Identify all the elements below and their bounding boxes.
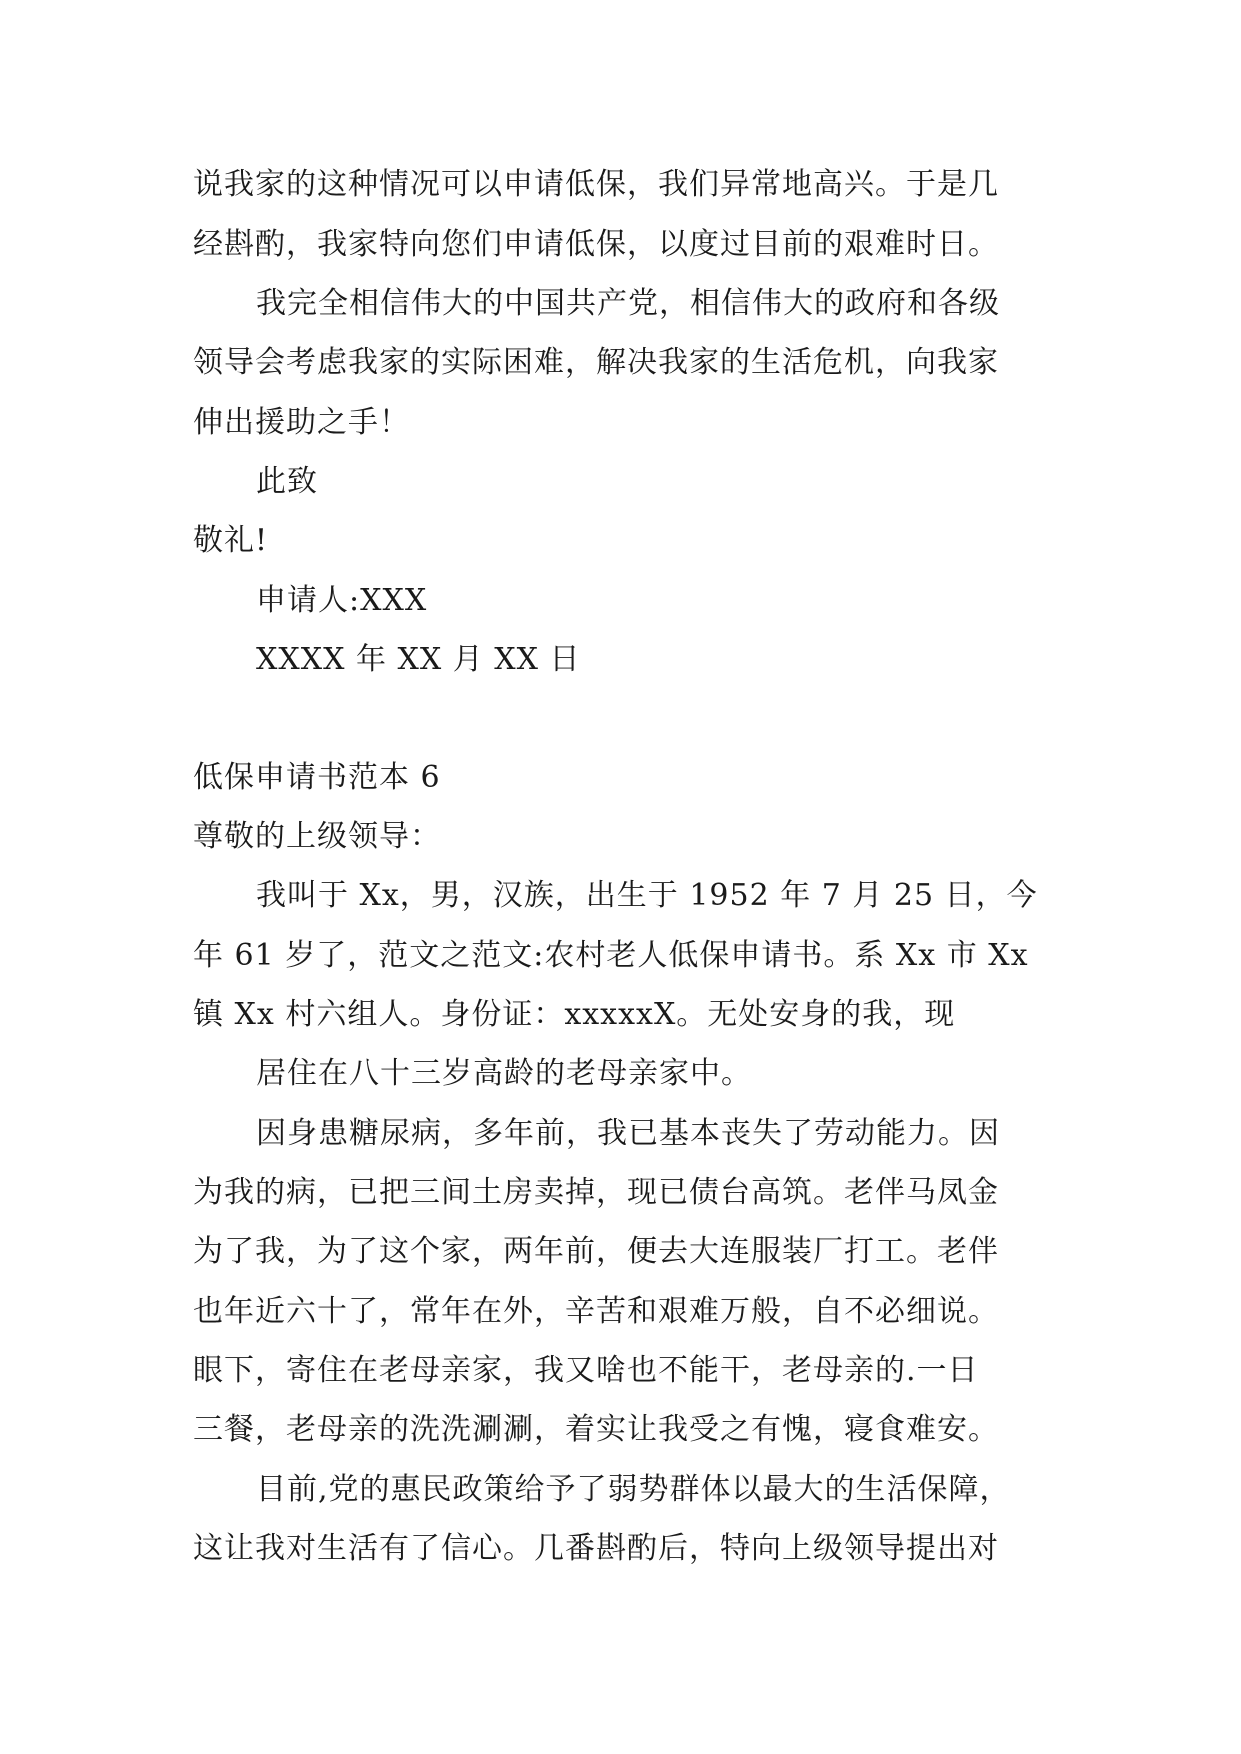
paragraph-line: 我完全相信伟大的中国共产党，相信伟大的政府和各级 <box>256 286 1000 321</box>
greeting: 尊敬的上级领导： <box>193 819 441 854</box>
paragraph-line: 这让我对生活有了信心。几番斟酌后，特向上级领导提出对 <box>193 1531 999 1566</box>
paragraph-line: 为了我，为了这个家，两年前，便去大连服装厂打工。老伴 <box>193 1234 999 1269</box>
paragraph-line: 三餐，老母亲的洗洗涮涮，着实让我受之有愧，寝食难安。 <box>193 1412 999 1447</box>
paragraph-line: 镇 Xx 村六组人。身份证：xxxxxX。无处安身的我，现 <box>193 997 956 1032</box>
paragraph-line: 领导会考虑我家的实际困难，解决我家的生活危机，向我家 <box>193 345 999 380</box>
paragraph-line: 眼下，寄住在老母亲家，我又啥也不能干，老母亲的.一日 <box>193 1353 979 1388</box>
paragraph-line: 居住在八十三岁高龄的老母亲家中。 <box>256 1056 752 1091</box>
paragraph-line: 也年近六十了，常年在外，辛苦和艰难万般，自不必细说。 <box>193 1294 999 1329</box>
paragraph-line: 我叫于 Xx，男，汉族，出生于 1952 年 7 月 25 日，今 <box>256 878 1038 913</box>
date-line: XXXX 年 XX 月 XX 日 <box>256 642 581 677</box>
salutation: 敬礼! <box>193 523 269 558</box>
paragraph-line: 伸出援助之手！ <box>193 405 410 440</box>
applicant-signature: 申请人:XXX <box>256 583 428 618</box>
paragraph-line: 说我家的这种情况可以申请低保，我们异常地高兴。于是几 <box>193 167 999 202</box>
closing-phrase: 此致 <box>256 464 318 499</box>
paragraph-line: 目前,党的惠民政策给予了弱势群体以最大的生活保障， <box>256 1472 1011 1507</box>
paragraph-line: 经斟酌，我家特向您们申请低保，以度过目前的艰难时日。 <box>193 227 999 262</box>
paragraph-line: 为我的病，已把三间土房卖掉，现已债台高筑。老伴马凤金 <box>193 1175 999 1210</box>
section-title: 低保申请书范本 6 <box>193 760 441 795</box>
paragraph-line: 年 61 岁了，范文之范文:农村老人低保申请书。系 Xx 市 Xx <box>193 938 1029 973</box>
paragraph-line: 因身患糖尿病，多年前，我已基本丧失了劳动能力。因 <box>256 1116 1000 1151</box>
